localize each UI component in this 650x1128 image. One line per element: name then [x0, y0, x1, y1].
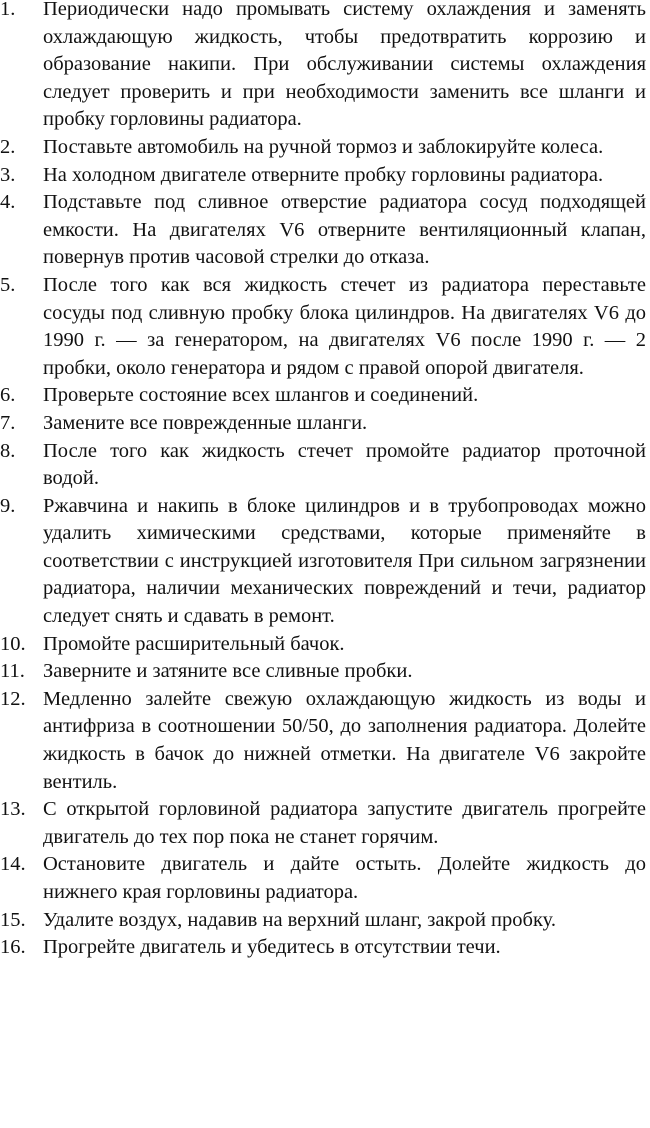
list-item	[0, 796, 650, 851]
step-number: 5.	[0, 273, 16, 296]
list-item	[0, 0, 650, 134]
step-number: 16.	[0, 936, 26, 959]
step-text: Заверните и затяните все сливные пробки.	[43, 660, 413, 683]
list-item	[0, 631, 650, 659]
step-number: 14.	[0, 853, 26, 876]
list-item	[0, 272, 650, 382]
step-number: 6.	[0, 384, 16, 407]
step-text: После того как жидкость стечет промойте радиатор проточной водой.	[43, 439, 646, 490]
list-item	[0, 851, 650, 906]
list-item	[0, 162, 650, 190]
step-text: Остановите двигатель и дайте остыть. Долейте жидкость до нижнего края горловины радиатора.	[43, 853, 646, 903]
step-text: Прогрейте двигатель и убедитесь в отсутствии течи.	[43, 936, 501, 959]
step-text: Проверьте состояние всех шлангов и соединений.	[43, 384, 479, 407]
step-number: 2.	[0, 135, 16, 158]
list-item	[0, 907, 650, 935]
step-number: 12.	[0, 687, 26, 710]
step-number: 11.	[0, 660, 25, 683]
step-text: С открытой горловиной радиатора запустите двигатель прогрейте двигатель до тех пор пока не станет горячим.	[43, 798, 646, 848]
step-text: Медленно залейте свежую охлаждающую жидкость из воды и антифриза в соотношении 50/50, до заполнения радиатора. Долейте жидкость в бачок до нижней отметки. На двигателе V6 закройте вентиль.	[43, 687, 646, 793]
step-text: Подставьте под сливное отверстие радиатора сосуд подходящей емкости. На двигателях V6 отверните вентиляционный клапан, повернув против часовой стрелки до отказа.	[43, 191, 646, 269]
step-text: Периодически надо промывать систему охлаждения и заменять охлаждающую жидкость, чтобы предотвратить коррозию и образование накипи. При обслуживании системы охлаждения следует проверить и при необходимости заменить все шланги и пробку горловины радиатора.	[43, 0, 646, 131]
list-item	[0, 686, 650, 796]
list-item	[0, 134, 650, 162]
step-number: 8.	[0, 439, 16, 462]
step-text: Промойте расширительный бачок.	[43, 632, 345, 655]
list-item	[0, 493, 650, 631]
step-text: После того как вся жидкость стечет из радиатора переставьте сосуды под сливную пробку блока цилиндров. На двигателях V6 до 1990 г. — за генератором, на двигателях V6 после 1990 г. — 2 пробки, около генератора и рядом с правой опорой двигателя.	[43, 273, 646, 379]
step-number: 7.	[0, 411, 16, 434]
step-text: Ржавчина и накипь в блоке цилиндров и в трубопроводах можно удалить химическими средствами, которые применяйте в соответствии с инструкцией изготовителя При сильном загрязнении радиатора, наличии механических повреждений и течи, радиатор следует снять и сдавать в ремонт.	[43, 494, 646, 628]
step-text: Удалите воздух, надавив на верхний шланг, закрой пробку.	[43, 908, 556, 931]
list-item	[0, 382, 650, 410]
step-number: 10.	[0, 632, 26, 655]
step-number: 4.	[0, 191, 16, 214]
list-item	[0, 934, 650, 962]
step-text: На холодном двигателе отверните пробку горловины радиатора.	[43, 163, 604, 186]
step-number: 3.	[0, 163, 16, 186]
list-item	[0, 658, 650, 686]
step-text: Поставьте автомобиль на ручной тормоз и заблокируйте колеса.	[43, 135, 604, 158]
step-number: 15.	[0, 908, 26, 931]
list-item	[0, 410, 650, 438]
step-text: Замените все поврежденные шланги.	[43, 411, 368, 434]
list-item	[0, 438, 650, 493]
list-item	[0, 189, 650, 272]
step-number: 1.	[0, 0, 16, 20]
step-number: 13.	[0, 798, 26, 821]
step-number: 9.	[0, 494, 16, 517]
